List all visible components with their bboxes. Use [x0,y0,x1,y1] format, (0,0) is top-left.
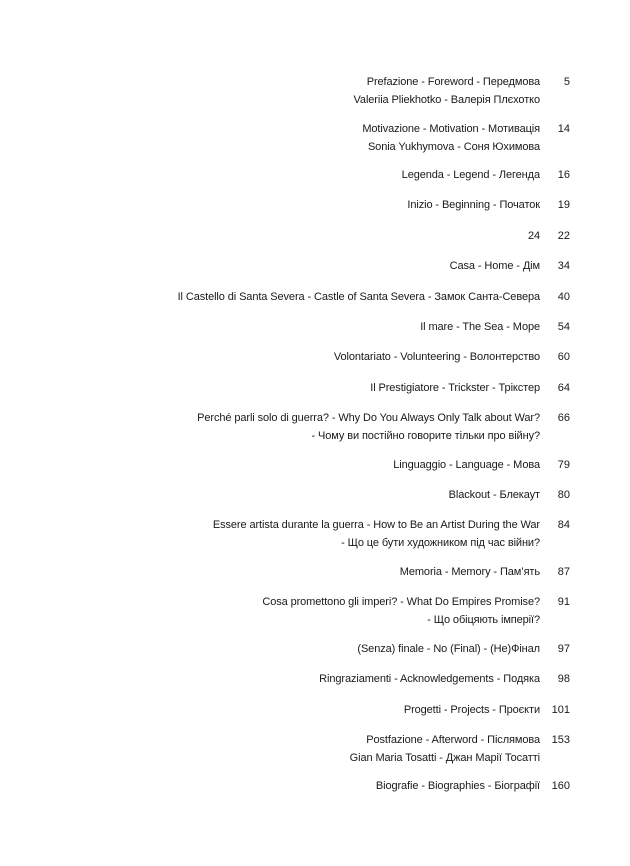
toc-entry-progetti [150,701,570,719]
toc-page-number: 160 [551,780,570,792]
toc-entry-line: Inizio - Beginning - Початок [407,199,540,211]
toc-entry-title [150,120,540,156]
toc-page-number: 34 [557,260,570,272]
toc-entry-line: Linguaggio - Language - Мова [393,459,540,471]
toc-entry-volontariato [150,348,570,366]
toc-entry-line: Sonia Yukhymova - Соня Юхимова [367,141,540,153]
toc-entry-24 [150,227,570,245]
toc-entry-title [150,166,540,184]
toc-entry-line: - Чому ви постійно говорите тільки про війну? [311,430,540,442]
toc-entry-line: Blackout - Блекаут [448,489,540,501]
toc-entry-line: Perché parli solo di guerra? - Why Do You Always Only Talk about War? [197,412,540,424]
toc-entry-prestigiatore [150,379,570,397]
toc-page-number: 98 [557,673,570,685]
toc-entry-line: Biografie - Biographies - Біографії [375,780,540,792]
toc-entry-title [150,777,540,795]
toc-entry-title [150,379,540,397]
toc-page-number: 153 [551,734,570,746]
toc-entry-title [150,73,540,109]
toc-page-number: 19 [557,199,570,211]
toc-entry-legenda [150,166,570,184]
toc-entry-title [150,640,540,658]
toc-page-number: 97 [557,643,570,655]
toc-page-number: 84 [557,519,570,531]
toc-entry-linguaggio [150,456,570,474]
toc-entry-title [150,563,540,581]
toc-page-number: 80 [557,489,570,501]
toc-entry-title [150,731,540,767]
toc-entry-line: (Senza) finale - No (Final) - (Не)Фінал [357,643,540,655]
toc-entry-prefazione [150,73,570,109]
toc-entry-biografie [150,777,570,795]
toc-entry-essere-artista [150,516,570,552]
toc-entry-imperi [150,593,570,629]
toc-entry-title [150,516,540,552]
toc-entry-title [150,227,540,245]
toc-page-number: 64 [557,382,570,394]
toc-entry-line: - Що це бути художником під час війни? [341,537,540,549]
toc-page-number: 79 [557,459,570,471]
toc-entry-title [150,456,540,474]
toc-entry-line: Il Castello di Santa Severa - Castle of Santa Severa - Замок Санта-Севера [177,291,540,303]
toc-entry-title [150,348,540,366]
toc-page-number: 60 [557,351,570,363]
toc-entry-title [150,318,540,336]
toc-page-number: 16 [557,169,570,181]
toc-entry-line: Il Prestigiatore - Trickster - Трікстер [370,382,540,394]
toc-page-number: 54 [557,321,570,333]
toc-entry-memoria [150,563,570,581]
toc-page-number: 91 [557,596,570,608]
toc-entry-line: Cosa promettono gli imperi? - What Do Empires Promise? [262,596,540,608]
toc-entry-blackout [150,486,570,504]
toc-entry-postfazione [150,731,570,767]
toc-entry-castello [150,288,570,306]
toc-entry-line: Progetti - Projects - Проєкти [403,704,540,716]
toc-page-number: 66 [557,412,570,424]
toc-entry-inizio [150,196,570,214]
toc-entry-title [150,288,540,306]
toc-entry-perche-parli [150,409,570,445]
toc-entry-line: Memoria - Memory - Пам’ять [399,566,540,578]
toc-entry-title [150,486,540,504]
toc-entry-title [150,409,540,445]
toc-entry-line: Motivazione - Motivation - Мотивація [362,123,540,135]
toc-page-number: 14 [557,123,570,135]
toc-page-number: 101 [551,704,570,716]
toc-entry-line: 24 [527,230,540,242]
toc-entry-line: Volontariato - Volunteering - Волонтерство [333,351,540,363]
toc-entry-line: Postfazione - Afterword - Післямова [366,734,540,746]
toc-entry-line: Gian Maria Tosatti - Джан Марії Тосатті [349,752,540,764]
toc-page-number: 87 [557,566,570,578]
toc-entry-title [150,257,540,275]
toc-page-number: 5 [563,76,570,88]
toc-entry-title [150,701,540,719]
toc-entry-title [150,593,540,629]
toc-entry-motivazione [150,120,570,156]
toc-entry-mare [150,318,570,336]
toc-entry-line: Legenda - Legend - Легенда [401,169,540,181]
toc-entry-title [150,670,540,688]
toc-entry-line: Il mare - The Sea - Море [420,321,540,333]
toc-entry-line: Casa - Home - Дім [449,260,540,272]
toc-entry-title [150,196,540,214]
toc-entry-line: Essere artista durante la guerra - How to Be an Artist During the War [212,519,540,531]
toc-page-number: 22 [557,230,570,242]
toc-entry-line: Prefazione - Foreword - Передмова [366,76,540,88]
toc-entry-line: - Що обіцяють імперії? [427,614,540,626]
toc-entry-senza-finale [150,640,570,658]
toc-entry-line: Valeriia Pliekhotko - Валерія Плєхотко [353,94,540,106]
toc-page-number: 40 [557,291,570,303]
toc-entry-line: Ringraziamenti - Acknowledgements - Подяка [319,673,540,685]
toc-entry-ringraziamenti [150,670,570,688]
toc-entry-casa [150,257,570,275]
